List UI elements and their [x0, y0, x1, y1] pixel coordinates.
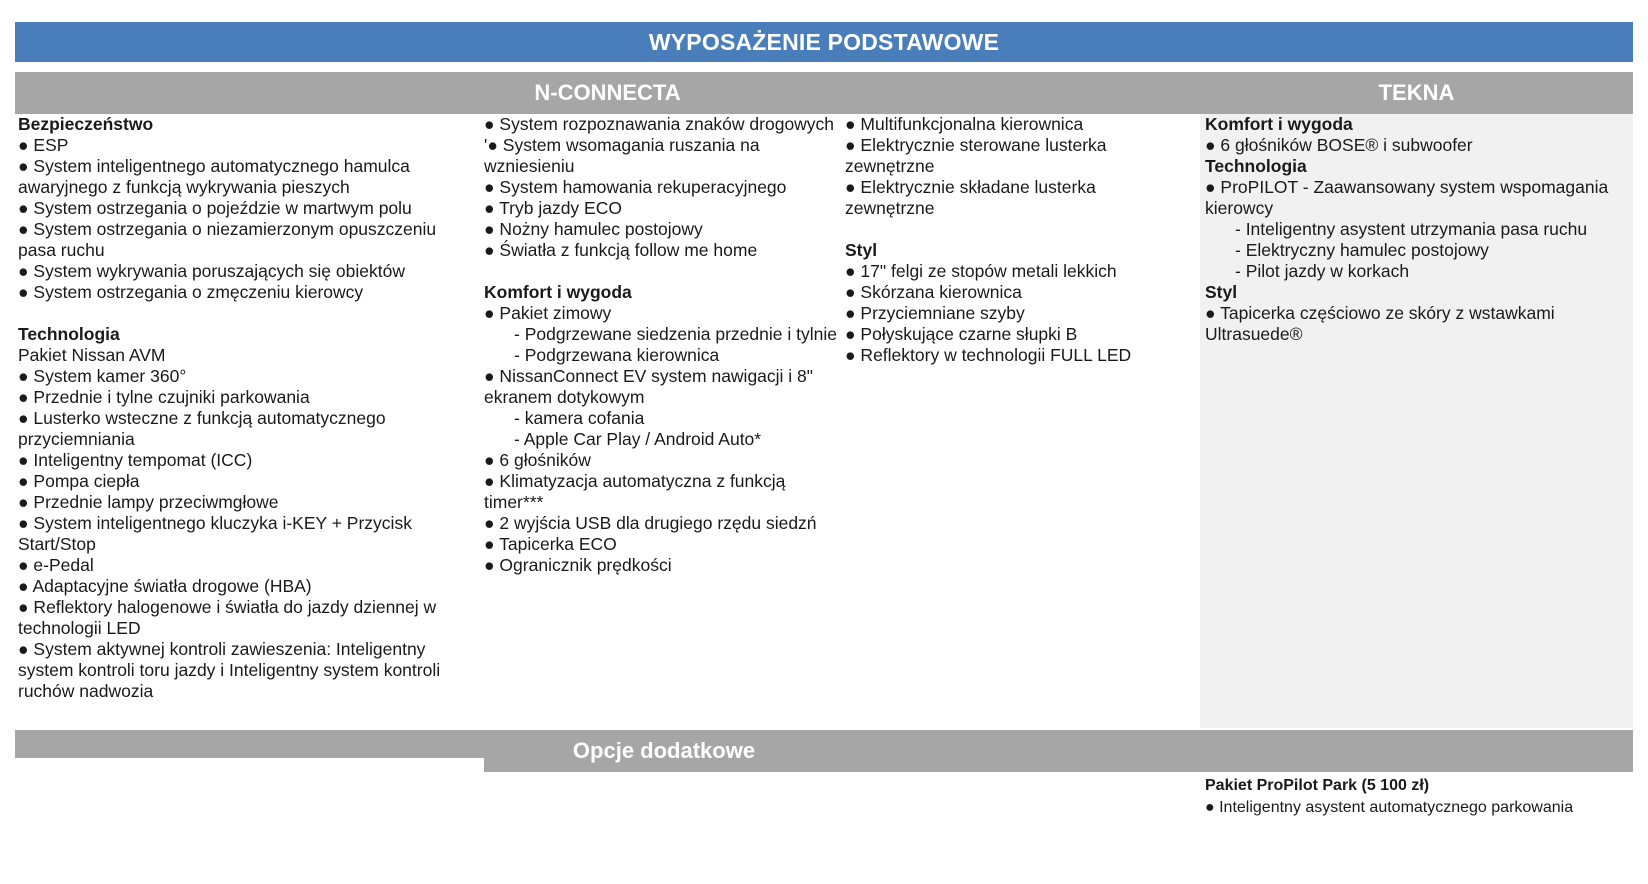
list-item: ● 2 wyjścia USB dla drugiego rzędu siedzń: [484, 513, 817, 533]
spacer: [18, 303, 470, 324]
equipment-column-4-tekna: [1205, 114, 1625, 345]
sub-list-item: - Podgrzewane siedzenia przednie i tylnie: [514, 324, 837, 344]
section-heading: Styl: [1205, 282, 1238, 302]
list-item: ● Tapicerka częściowo ze skóry z wstawkami Ultrasuede®: [1205, 303, 1555, 344]
list-item: ● Pompa ciepła: [18, 471, 140, 491]
list-item: ● Pakiet zimowy: [484, 303, 612, 323]
list-item: ● Tapicerka ECO: [484, 534, 617, 554]
list-item: ● System inteligentnego kluczyka i-KEY + Przycisk Start/Stop: [18, 513, 412, 554]
list-item: ● Skórzana kierownica: [845, 282, 1022, 302]
main-title-bar: [15, 22, 1633, 62]
page-title: WYPOSAŻENIE PODSTAWOWE: [648, 28, 1000, 55]
list-item: ● Multifunkcjonalna kierownica: [845, 114, 1084, 134]
grade-label-n-connecta: N-CONNECTA: [534, 80, 681, 105]
list-item: ● Przyciemniane szyby: [845, 303, 1025, 323]
sub-list-item: - Podgrzewana kierownica: [514, 345, 720, 365]
list-item: ● 6 głośników BOSE® i subwoofer: [1205, 135, 1473, 155]
list-item: ● Przednie i tylne czujniki parkowania: [18, 387, 310, 407]
list-item: ● NissanConnect EV system nawigacji i 8" ekranem dotykowym: [484, 366, 813, 407]
list-item: ● Reflektory w technologii FULL LED: [845, 345, 1132, 365]
section-heading: Technologia: [1205, 156, 1307, 176]
equipment-column-1: [18, 114, 470, 702]
list-item: ● System aktywnej kontroli zawieszenia: Inteligentny system kontroli toru jazdy i Inteligentny system kontroli ruchów nadwozia: [18, 639, 441, 701]
equipment-column-2: [484, 114, 844, 576]
list-item: ● 17" felgi ze stopów metali lekkich: [845, 261, 1117, 281]
list-item: ● System kamer 360°: [18, 366, 187, 386]
list-item: ● ESP: [18, 135, 69, 155]
section-heading: Technologia: [18, 324, 120, 344]
spacer: [845, 219, 1190, 240]
list-item: ● Połyskujące czarne słupki B: [845, 324, 1078, 344]
grade-header-bar: [15, 72, 1633, 114]
list-item: ● Przednie lampy przeciwmgłowe: [18, 492, 279, 512]
list-item: ● System ostrzegania o pojeździe w martwym polu: [18, 198, 412, 218]
list-item: ● System hamowania rekuperacyjnego: [484, 177, 787, 197]
list-item: ● Światła z funkcją follow me home: [484, 240, 758, 260]
list-item: ● System ostrzegania o zmęczeniu kierowcy: [18, 282, 364, 302]
list-item: ● Lusterko wsteczne z funkcją automatycznego przyciemniania: [18, 408, 386, 449]
list-item: ● Tryb jazdy ECO: [484, 198, 622, 218]
sub-list-item: - Apple Car Play / Android Auto*: [514, 429, 762, 449]
list-item: ● Adaptacyjne światła drogowe (HBA): [18, 576, 312, 596]
list-item: ● 6 głośników: [484, 450, 591, 470]
list-item: ● System wykrywania poruszających się obiektów: [18, 261, 405, 281]
section-heading: Komfort i wygoda: [1205, 114, 1353, 134]
list-item: ● Reflektory halogenowe i światła do jazdy dziennej w technologii LED: [18, 597, 437, 638]
list-item: ● Inteligentny asystent automatycznego parkowania: [1205, 799, 1574, 816]
sub-list-item: - Pilot jazdy w korkach: [1235, 261, 1410, 281]
list-item: '● System wsomagania ruszania na wzniesieniu: [484, 135, 760, 176]
list-item: ● Inteligentny tempomat (ICC): [18, 450, 253, 470]
grade-column-n-connecta: [15, 72, 1200, 114]
list-item: ● ProPILOT - Zaawansowany system wspomagania kierowcy: [1205, 177, 1609, 218]
options-content-tekna: [1205, 775, 1625, 819]
list-item: ● Nożny hamulec postojowy: [484, 219, 703, 239]
section-heading: Pakiet ProPilot Park (5 100 zł): [1205, 777, 1430, 794]
list-item: ● Elektrycznie składane lusterka zewnętrzne: [845, 177, 1096, 218]
section-heading: Bezpieczeństwo: [18, 114, 154, 134]
list-item: ● Klimatyzacja automatyczna z funkcją timer***: [484, 471, 786, 512]
grade-label-tekna: TEKNA: [1378, 80, 1455, 105]
plain-text-line: Pakiet Nissan AVM: [18, 345, 166, 365]
spacer: [484, 261, 844, 282]
options-bar-left-notch: [15, 758, 484, 772]
section-heading: Komfort i wygoda: [484, 282, 632, 302]
grade-column-tekna: [1200, 72, 1633, 114]
sub-list-item: - Inteligentny asystent utrzymania pasa ruchu: [1235, 219, 1588, 239]
list-item: ● System inteligentnego automatycznego hamulca awaryjnego z funkcją wykrywania pieszych: [18, 156, 410, 197]
list-item: ● e-Pedal: [18, 555, 94, 575]
list-item: ● Elektrycznie sterowane lusterka zewnętrzne: [845, 135, 1107, 176]
equipment-column-3: [845, 114, 1190, 366]
list-item: ● System ostrzegania o niezamierzonym opuszczeniu pasa ruchu: [18, 219, 437, 260]
options-title: Opcje dodatkowe: [572, 738, 756, 763]
sub-list-item: - kamera cofania: [514, 408, 645, 428]
list-item: ● System rozpoznawania znaków drogowych: [484, 114, 835, 134]
equipment-columns: [0, 114, 1648, 728]
list-item: ● Ogranicznik prędkości: [484, 555, 672, 575]
sub-list-item: - Elektryczny hamulec postojowy: [1235, 240, 1489, 260]
section-heading: Styl: [845, 240, 878, 260]
